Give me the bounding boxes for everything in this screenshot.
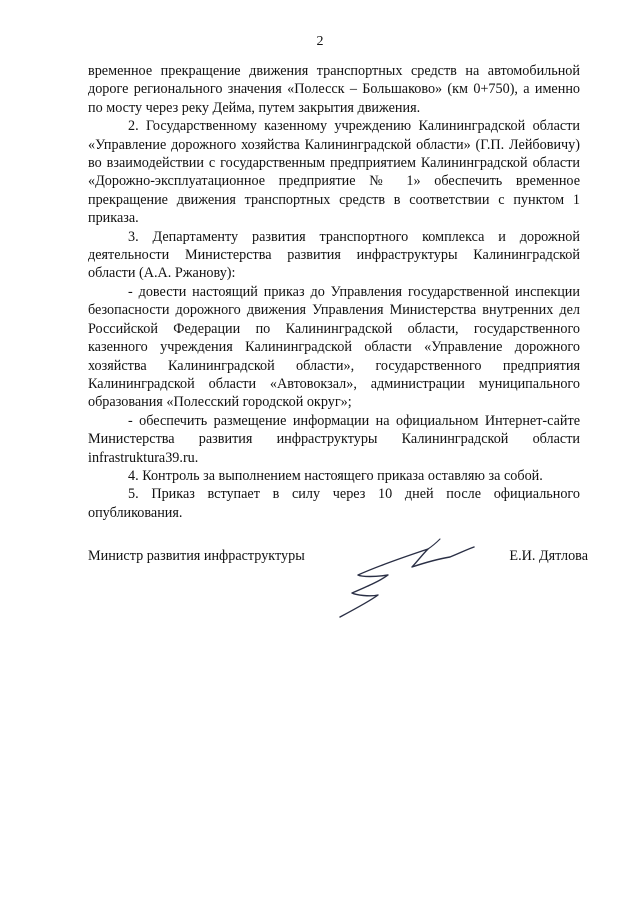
paragraph-item-4: 4. Контроль за выполнением настоящего приказа оставляю за собой. [128,467,543,484]
document-body [88,62,580,522]
paragraph-continuation: временное прекращение движения транспортных средств на автомобильной дороге регионального значения «Полесск – Большаково» (км 0+750), а именно по мосту через реку Дейма, путем закрытия движения. [88,63,580,116]
signer-title: Министр развития инфраструктуры [88,548,305,564]
paragraph-item-3: 3. Департаменту развития транспортного комплекса и дорожной деятельности Министерства развития инфраструктуры Калининградской области (А.А. Ржанову): [88,228,580,282]
paragraph-subitem-notify: - довести настоящий приказ до Управления государственной инспекции безопасности дорожного движения Управления Министерства внутренних дел Российской Федерации по Калининградской области, государственного казенного учреждения Калининградской области «Управление дорожного хозяйства Калининградской области», государственного предприятия Калининградской области «Автовокзал», администрации муниципального образования «Полесский городской округ»; [88,283,580,411]
paragraph-item-2: 2. Государственному казенному учреждению Калининградской области «Управление дорожного хозяйства Калининградской области» (Г.П. Лейбовичу) во взаимодействии с государственным предприятием Калининградской области «Дорожно-эксплуатационное предприятие № 1» обеспечить временное прекращение движения транспортных средств в соответствии с пунктом 1 приказа. [88,118,580,227]
paragraph-subitem-publish: - обеспечить размещение информации на официальном Интернет-сайте Министерства развития инфраструктуры Калининградской области infrastruktura39.ru. [88,412,580,466]
handwritten-signature [300,535,500,625]
paragraph-item-5: 5. Приказ вступает в силу через 10 дней после официального опубликования. [88,486,580,521]
page-number: 2 [316,34,324,49]
signer-name: Е.И. Дятлова [509,548,588,564]
